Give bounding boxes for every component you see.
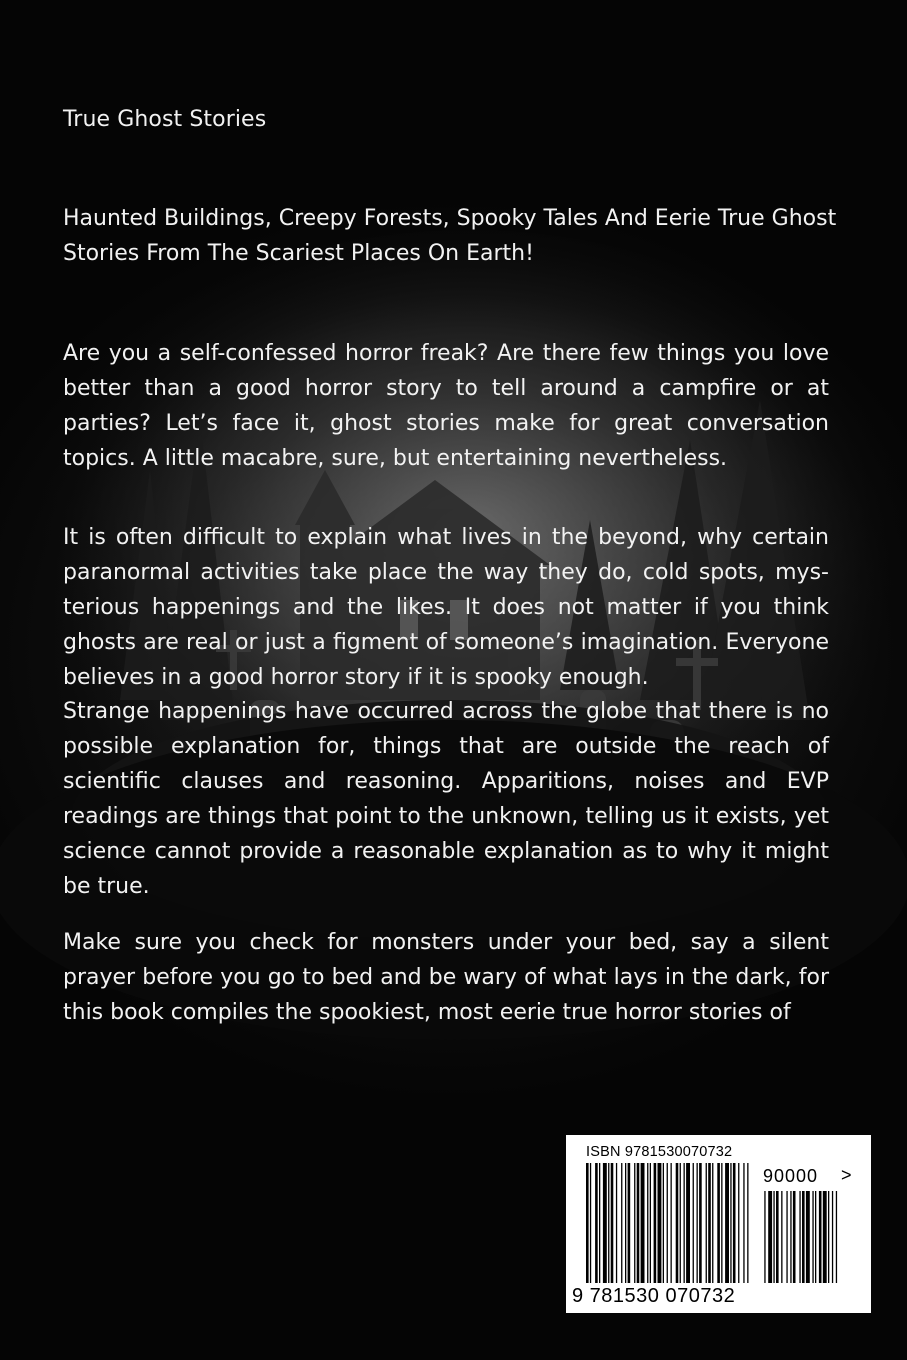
price-arrow: > <box>841 1165 852 1185</box>
book-subtitle: Haunted Buildings, Creepy Forests, Spooky Tales And Eerie True Ghost Stories From The Scariest Places On Earth! <box>63 206 837 266</box>
barcode-digits: 9 781530 070732 <box>572 1285 736 1307</box>
price-code: 90000 <box>763 1166 819 1186</box>
isbn-barcode <box>566 1135 871 1313</box>
description-paragraph: Are you a self-confessed horror freak? Are there few things you love better than a good horror story to tell around a campfire or at parties? Let’s face it, ghost stories make for great conversation topics. A little macabre, sure, but entertaining nevertheless. <box>63 341 829 471</box>
description-paragraph: It is often difficult to explain what lives in the beyond, why certain paranormal activities take place the way they do, cold spots, mysterious happenings and the likes. It does not matter if you think ghosts are real or just a figment of someone’s imagination. Everyone believes in a good horror story if it is spooky enough. <box>63 525 829 690</box>
description-paragraph: Strange happenings have occurred across the globe that there is no possible explanation for, things that are outside the reach of scientific clauses and reasoning. Apparitions, noises and EVP readings are things that point to the unknown, telling us it exists, yet science cannot provide a reasonable explanation as to why it might be true. <box>63 699 829 899</box>
isbn-label: ISBN 9781530070732 <box>586 1144 733 1160</box>
description-paragraph: Make sure you check for monsters under your bed, say a silent prayer before you go to bed and be wary of what lays in the dark, for this book compiles the spookiest, most eerie true horror stories of <box>63 930 829 1025</box>
book-title: True Ghost Stories <box>63 107 267 132</box>
